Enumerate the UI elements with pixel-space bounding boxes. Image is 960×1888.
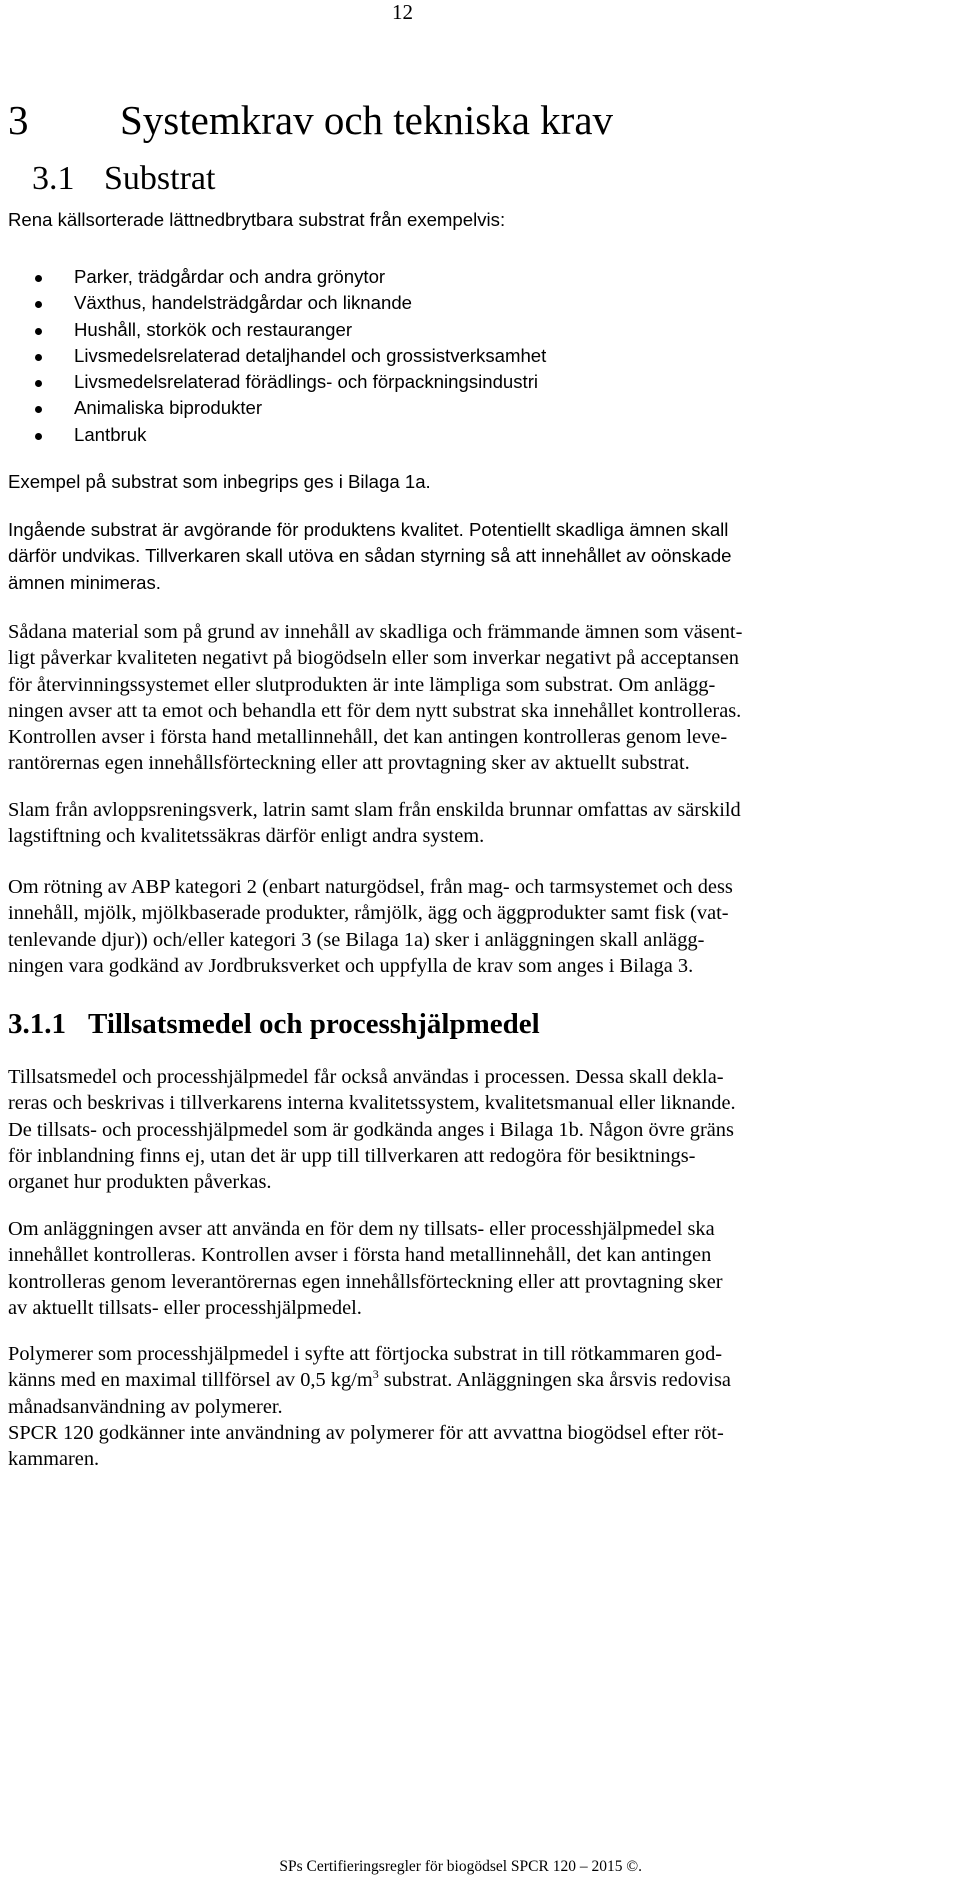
- subsection-number: 3.1.1: [8, 1008, 66, 1040]
- bullet-icon: [35, 380, 42, 387]
- example-paragraph: Exempel på substrat som inbegrips ges i Bilaga 1a.: [8, 471, 431, 492]
- bullet-icon: [35, 275, 42, 282]
- section-title: Substrat: [104, 160, 216, 197]
- tillsats-paragraph: Tillsatsmedel och processhjälpmedel får också användas i processen. Dessa skall dekla- reras och beskrivas i tillverkarens interna kvalitetssystem, kvalitetsmanual eller liknande. De tillsats- och processhjälpmedel som är godkända anges i Bilaga 1b. Någon övre gräns för inblandning finns ej, utan det är upp till tillverkaren att redogöra för besiktnings- organet hur produkten påverkas.: [8, 1066, 736, 1194]
- section-number: 3.1: [32, 160, 75, 197]
- page-number: 12: [392, 0, 413, 24]
- list-item: Växthus, handelsträdgårdar och liknande: [8, 290, 788, 316]
- ny-tillsats-paragraph: Om anläggningen avser att använda en för dem ny tillsats- eller processhjälpmedel ska innehållet kontrolleras. Kontrollen avser i första hand metallinnehåll, det kan antingen kontrolleras genom leverantörernas egen innehållsförteckning eller att provtagning sker av aktuellt tillsats- eller processhjälpmedel.: [8, 1218, 723, 1319]
- subsection-title: Tillsatsmedel och processhjälpmedel: [88, 1008, 540, 1040]
- list-item: Livsmedelsrelaterad förädlings- och förpackningsindustri: [8, 369, 788, 395]
- subsection-heading: [8, 1008, 540, 1041]
- chapter-heading: [8, 96, 613, 144]
- bullet-icon: [35, 301, 42, 308]
- list-item: Parker, trädgårdar och andra grönytor: [8, 264, 788, 290]
- substrate-list: [8, 264, 788, 448]
- section-heading: [32, 160, 215, 198]
- page-footer: SPs Certifieringsregler för biogödsel SPCR 120 – 2015 ©.: [279, 1858, 642, 1875]
- chapter-title: Systemkrav och tekniska krav: [120, 97, 614, 143]
- bullet-icon: [35, 328, 42, 335]
- bullet-icon: [35, 433, 42, 440]
- spcr-paragraph: SPCR 120 godkänner inte användning av polymerer för att avvattna biogödsel efter röt- kammaren.: [8, 1422, 724, 1471]
- intro-paragraph: Rena källsorterade lättnedbrytbara substrat från exempelvis:: [8, 209, 506, 230]
- list-item: Animaliska biprodukter: [8, 395, 788, 421]
- list-item: Lantbruk: [8, 422, 788, 448]
- bullet-icon: [35, 406, 42, 413]
- ingaende-paragraph: Ingående substrat är avgörande för produktens kvalitet. Potentiellt skadliga ämnen skall därför undvikas. Tillverkaren skall utöva en sådan styrning så att innehållet av oönskade ämnen minimeras.: [8, 519, 732, 593]
- polymer-paragraph: Polymerer som processhjälpmedel i syfte att förtjocka substrat in till rötkammaren god- känns med en maximal tillförsel av 0,5 $kg/m^3$ substrat. Anläggningen ska årsvis redovisa månadsanvändning av polymerer.: [8, 1343, 731, 1418]
- slam-paragraph: Slam från avloppsreningsverk, latrin samt slam från enskilda brunnar omfattas av särskild lagstiftning och kvalitetssäkras därför enligt andra system.: [8, 799, 741, 848]
- rotning-paragraph: Om rötning av ABP kategori 2 (enbart naturgödsel, från mag- och tarmsystemet och dess innehåll, mjölk, mjölkbaserade produkter, råmjölk, ägg och äggprodukter samt fisk (vat- tenlevande djur)) och/eller kategori 3 (se Bilaga 1a) sker i anläggningen skall anlägg- ningen vara godkänd av Jordbruksverket och uppfylla de krav som anges i Bilaga 3.: [8, 876, 733, 977]
- chapter-number: 3: [8, 97, 29, 143]
- sadana-paragraph: Sådana material som på grund av innehåll av skadliga och främmande ämnen som väsent- ligt påverkar kvaliteten negativt på biogödseln eller som inverkar negativt på acceptansen för återvinningssystemet eller slutprodukten är inte lämpliga som substrat. Om anlägg- ningen avser att ta emot och behandla ett för dem nytt substrat ska innehållet kontrolleras. Kontrollen avser i första hand metallinnehåll, det kan antingen kontrolleras genom leve- rantörernas egen innehållsförteckning eller att provtagning sker av aktuellt substrat.: [8, 621, 743, 775]
- bullet-icon: [35, 354, 42, 361]
- list-item: Livsmedelsrelaterad detaljhandel och grossistverksamhet: [8, 343, 788, 369]
- list-item: Hushåll, storkök och restauranger: [8, 317, 788, 343]
